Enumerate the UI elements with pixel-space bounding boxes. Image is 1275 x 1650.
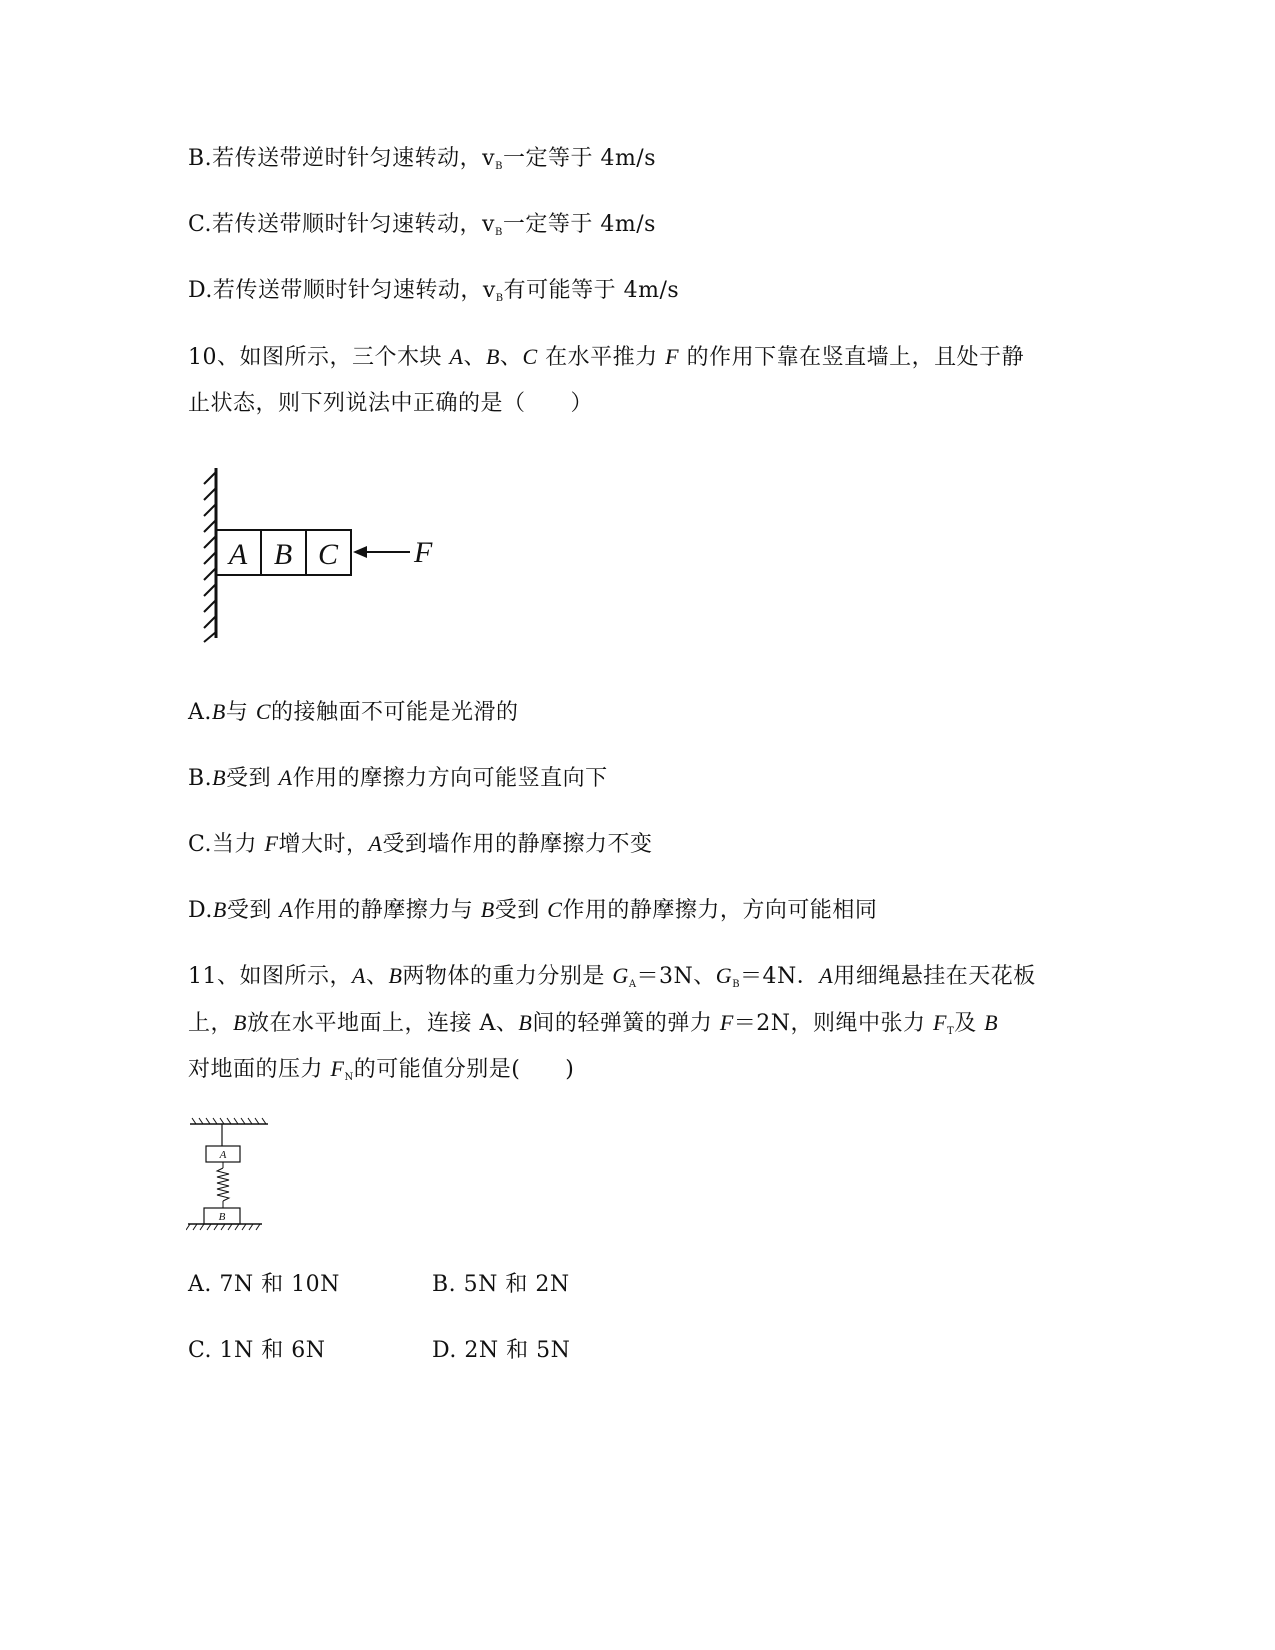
- block-a-label: A: [219, 1149, 227, 1161]
- q9-option-b: B.若传送带逆时针匀速转动，$v_B$一定等于 4m/s: [188, 146, 657, 172]
- q11-figure-spring: [186, 1116, 272, 1238]
- q11-stem-line1: 11、如图所示，A、B两物体的重力分别是 $G_A=3N$、$G_B=4N$．A用细绳悬挂在天花板: [188, 963, 1036, 990]
- q10-option-c: C.当力 F增大时，A受到墙作用的静摩擦力不变: [188, 831, 653, 857]
- q10-stem-line1: 10、如图所示，三个木块 A、B、C 在水平推力 F 的作用下靠在竖直墙上，且处于静: [188, 344, 1025, 370]
- q9-option-c: C.若传送带顺时针匀速转动，$v_B$一定等于 4m/s: [188, 212, 656, 238]
- q10-figure-blocks: [198, 462, 458, 644]
- q11-option-b: B. 5N 和 2N: [432, 1272, 570, 1297]
- block-b-label: B: [273, 538, 293, 571]
- q11-option-a: A. 7N 和 10N: [188, 1272, 340, 1297]
- q9-option-d: D.若传送带顺时针匀速转动，$v_B$有可能等于 4m/s: [188, 278, 680, 304]
- q10-stem-line2: 止状态，则下列说法中正确的是（ ）: [188, 391, 594, 416]
- ceiling-hatching: [192, 1118, 266, 1124]
- q10-option-a: A.B与 C的接触面不可能是光滑的: [188, 699, 519, 725]
- force-label: F: [414, 536, 433, 569]
- block-b-label: B: [218, 1211, 226, 1223]
- q11-option-d: D. 2N 和 5N: [432, 1338, 571, 1363]
- q11-stem-line3: 对地面的压力 $F_N$的可能值分别是( ): [188, 1056, 575, 1083]
- block-c-label: C: [317, 538, 339, 571]
- ground-hatching: [186, 1224, 260, 1230]
- q11-option-c: C. 1N 和 6N: [188, 1338, 326, 1363]
- q11-stem-line2: 上，B放在水平地面上，连接 A、B间的轻弹簧的弹力 F＝2N，则绳中张力 $F_T$及 B: [188, 1010, 999, 1037]
- spring: [217, 1168, 229, 1201]
- q10-option-d: D.B受到 A作用的静摩擦力与 B受到 C作用的静摩擦力，方向可能相同: [188, 897, 878, 923]
- q10-option-b: B.B受到 A作用的摩擦力方向可能竖直向下: [188, 765, 608, 791]
- force-arrow-head: [353, 546, 367, 558]
- block-a-label: A: [228, 538, 248, 571]
- wall-hatching: [204, 472, 216, 642]
